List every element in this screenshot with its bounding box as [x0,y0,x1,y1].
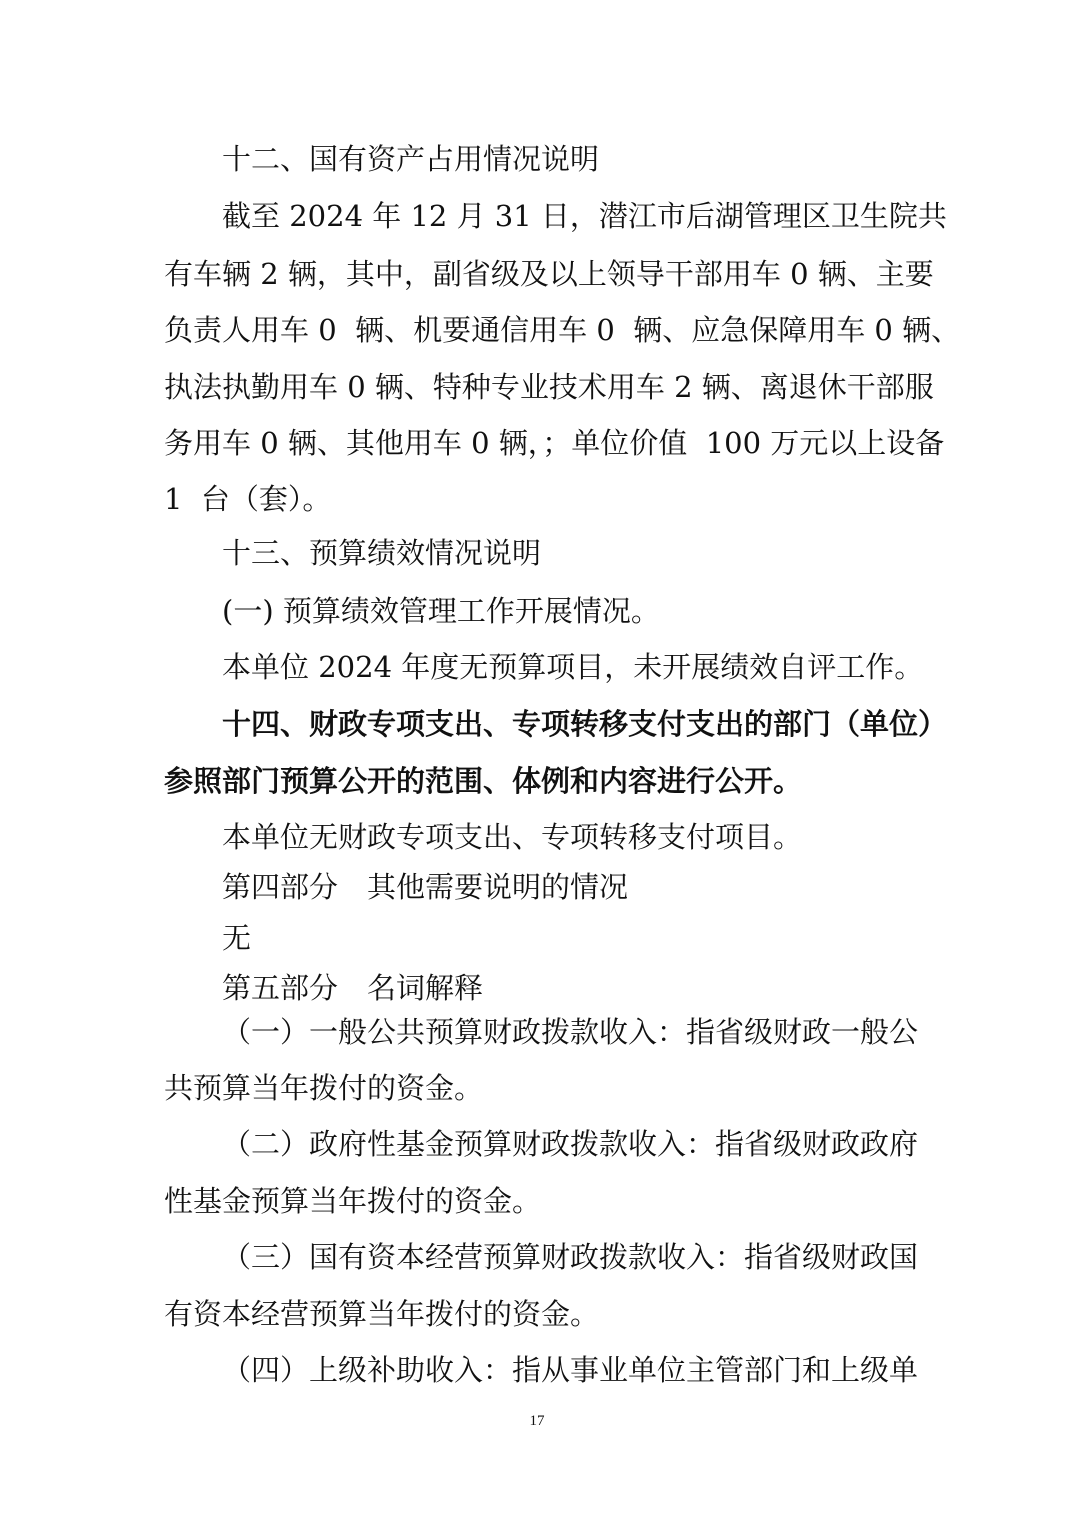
paragraph-line: 务用车 0 辆、其他用车 0 辆，；单位价值 100 万元以上设备 [164,426,945,460]
paragraph-line: 有资本经营预算当年拨付的资金。 [164,1297,600,1331]
paragraph-line: 截至 2024 年 12 月 31 日，潜江市后湖管理区卫生院共 [222,199,947,233]
paragraph-line: 负责人用车 0 辆、机要通信用车 0 辆、应急保障用车 0 辆、 [164,313,961,347]
paragraph-line: 本单位 2024 年度无预算项目，未开展绩效自评工作。 [222,650,924,684]
paragraph-line: （一）一般公共预算财政拨款收入：指省级财政一般公 [222,1015,919,1049]
paragraph-line: （四）上级补助收入：指从事业单位主管部门和上级单 [222,1353,919,1387]
section-14-heading-cont: 参照部门预算公开的范围、体例和内容进行公开。 [164,764,803,798]
paragraph-line: （三）国有资本经营预算财政拨款收入：指省级财政国 [222,1240,919,1274]
paragraph-line: 无 [222,921,252,955]
part-5-heading: 第五部分 名词解释 [222,971,484,1005]
paragraph-line: 共预算当年拨付的资金。 [164,1071,484,1105]
part-4-heading: 第四部分 其他需要说明的情况 [222,870,629,904]
paragraph-line: 本单位无财政专项支出、专项转移支付项目。 [222,820,803,854]
section-13-subheading: (一) 预算绩效管理工作开展情况。 [222,594,660,628]
page-number: 17 [529,1413,545,1429]
section-14-heading: 十四、财政专项支出、专项转移支付支出的部门（单位） [222,707,948,741]
paragraph-line: 有车辆 2 辆，其中，副省级及以上领导干部用车 0 辆、主要 [164,257,934,291]
paragraph-line: （二）政府性基金预算财政拨款收入：指省级财政政府 [222,1127,919,1161]
section-12-heading: 十二、国有资产占用情况说明 [222,142,600,176]
paragraph-line: 1 台（套）。 [164,482,332,516]
paragraph-line: 性基金预算当年拨付的资金。 [164,1184,542,1218]
paragraph-line: 执法执勤用车 0 辆、特种专业技术用车 2 辆、离退休干部服 [164,370,934,404]
section-13-heading: 十三、预算绩效情况说明 [222,536,542,570]
